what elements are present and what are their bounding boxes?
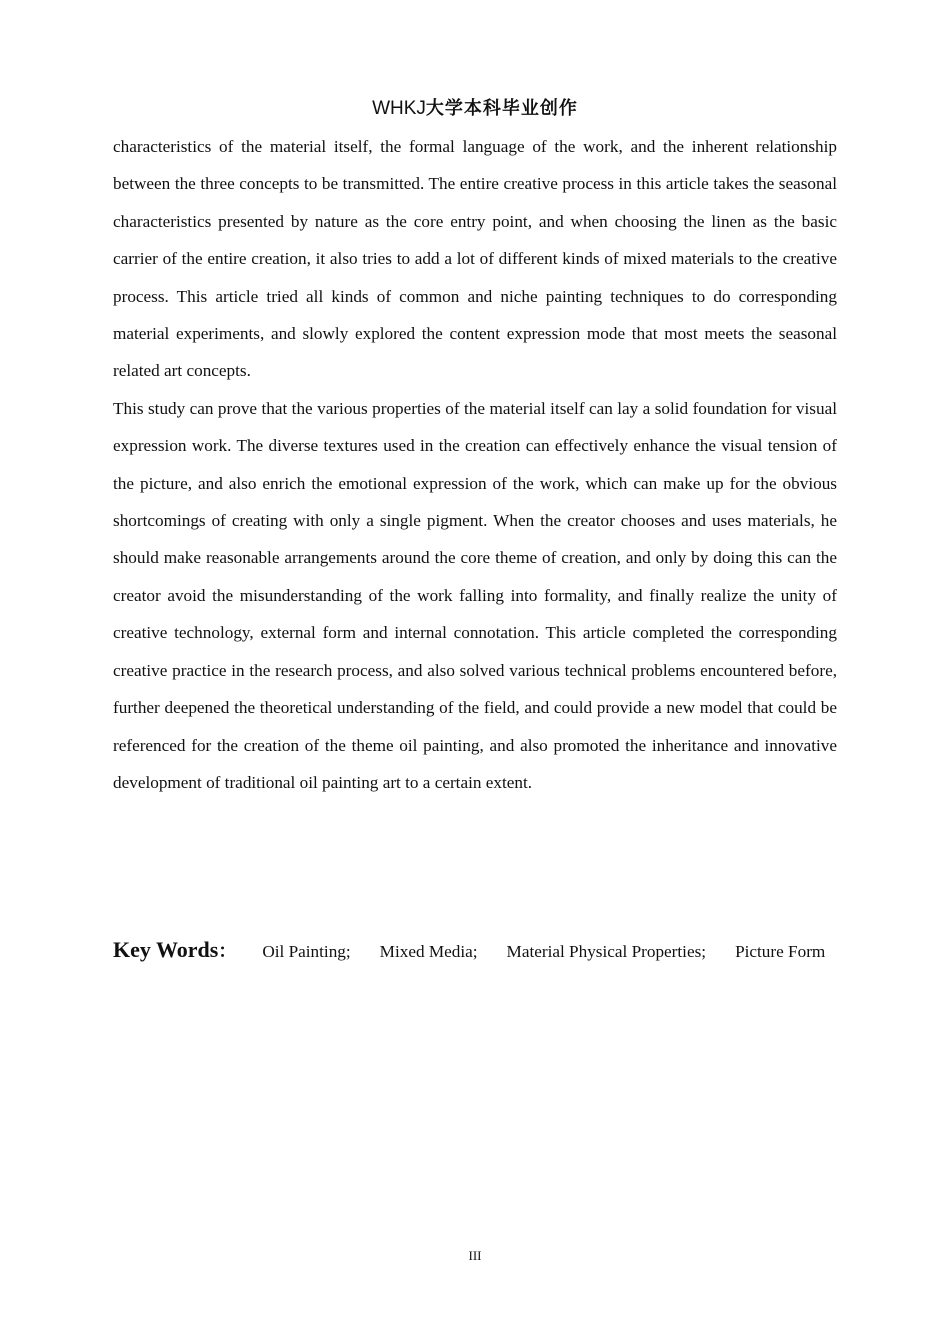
abstract-paragraph-1: characteristics of the material itself, the formal language of the work, and the inherent relationship between the three concepts to be transmitted. The entire creative process in this article takes the seasonal characteristics presented by nature as the core entry point, and when choosing the linen as the basic carrier of the entire creation, it also tries to add a lot of different kinds of mixed materials to the creative process. This article tried all kinds of common and niche painting techniques to do corresponding material experiments, and slowly explored the content expression mode that most meets the seasonal related art concepts. xyxy=(113,137,837,381)
keyword-item: Picture Form xyxy=(735,942,826,961)
header-latin-text: WHKJ xyxy=(372,98,426,119)
header-cjk-text: 大学本科毕业创作 xyxy=(425,98,578,119)
keywords-label: Key Words xyxy=(113,937,219,962)
abstract-body xyxy=(113,128,837,801)
keywords-section xyxy=(113,928,837,974)
abstract-paragraph-2: This study can prove that the various properties of the material itself can lay a solid foundation for visual expression work. The diverse textures used in the creation can effectively enhance the visual tension of the picture, and also enrich the emotional expression of the work, which can make up for the obvious shortcomings of creating with only a single pigment. When the creator chooses and uses materials, he should make reasonable arrangements around the core theme of creation, and only by doing this can the creator avoid the misunderstanding of the work falling into formality, and finally realize the unity of creative technology, external form and internal connotation. This article completed the corresponding creative practice in the research process, and also solved various technical problems encountered before, further deepened the theoretical understanding of the field, and could provide a new model that could be referenced for the creation of the theme oil painting, and also promoted the inheritance and innovative development of traditional oil painting art to a certain extent. xyxy=(113,398,837,792)
page-header xyxy=(0,96,950,122)
keyword-item: Material Physical Properties; xyxy=(506,942,707,961)
keyword-item: Oil Painting; xyxy=(262,942,351,961)
keyword-item: Mixed Media; xyxy=(379,942,478,961)
keywords-colon: ： xyxy=(218,941,237,961)
page-number: III xyxy=(468,1248,482,1263)
